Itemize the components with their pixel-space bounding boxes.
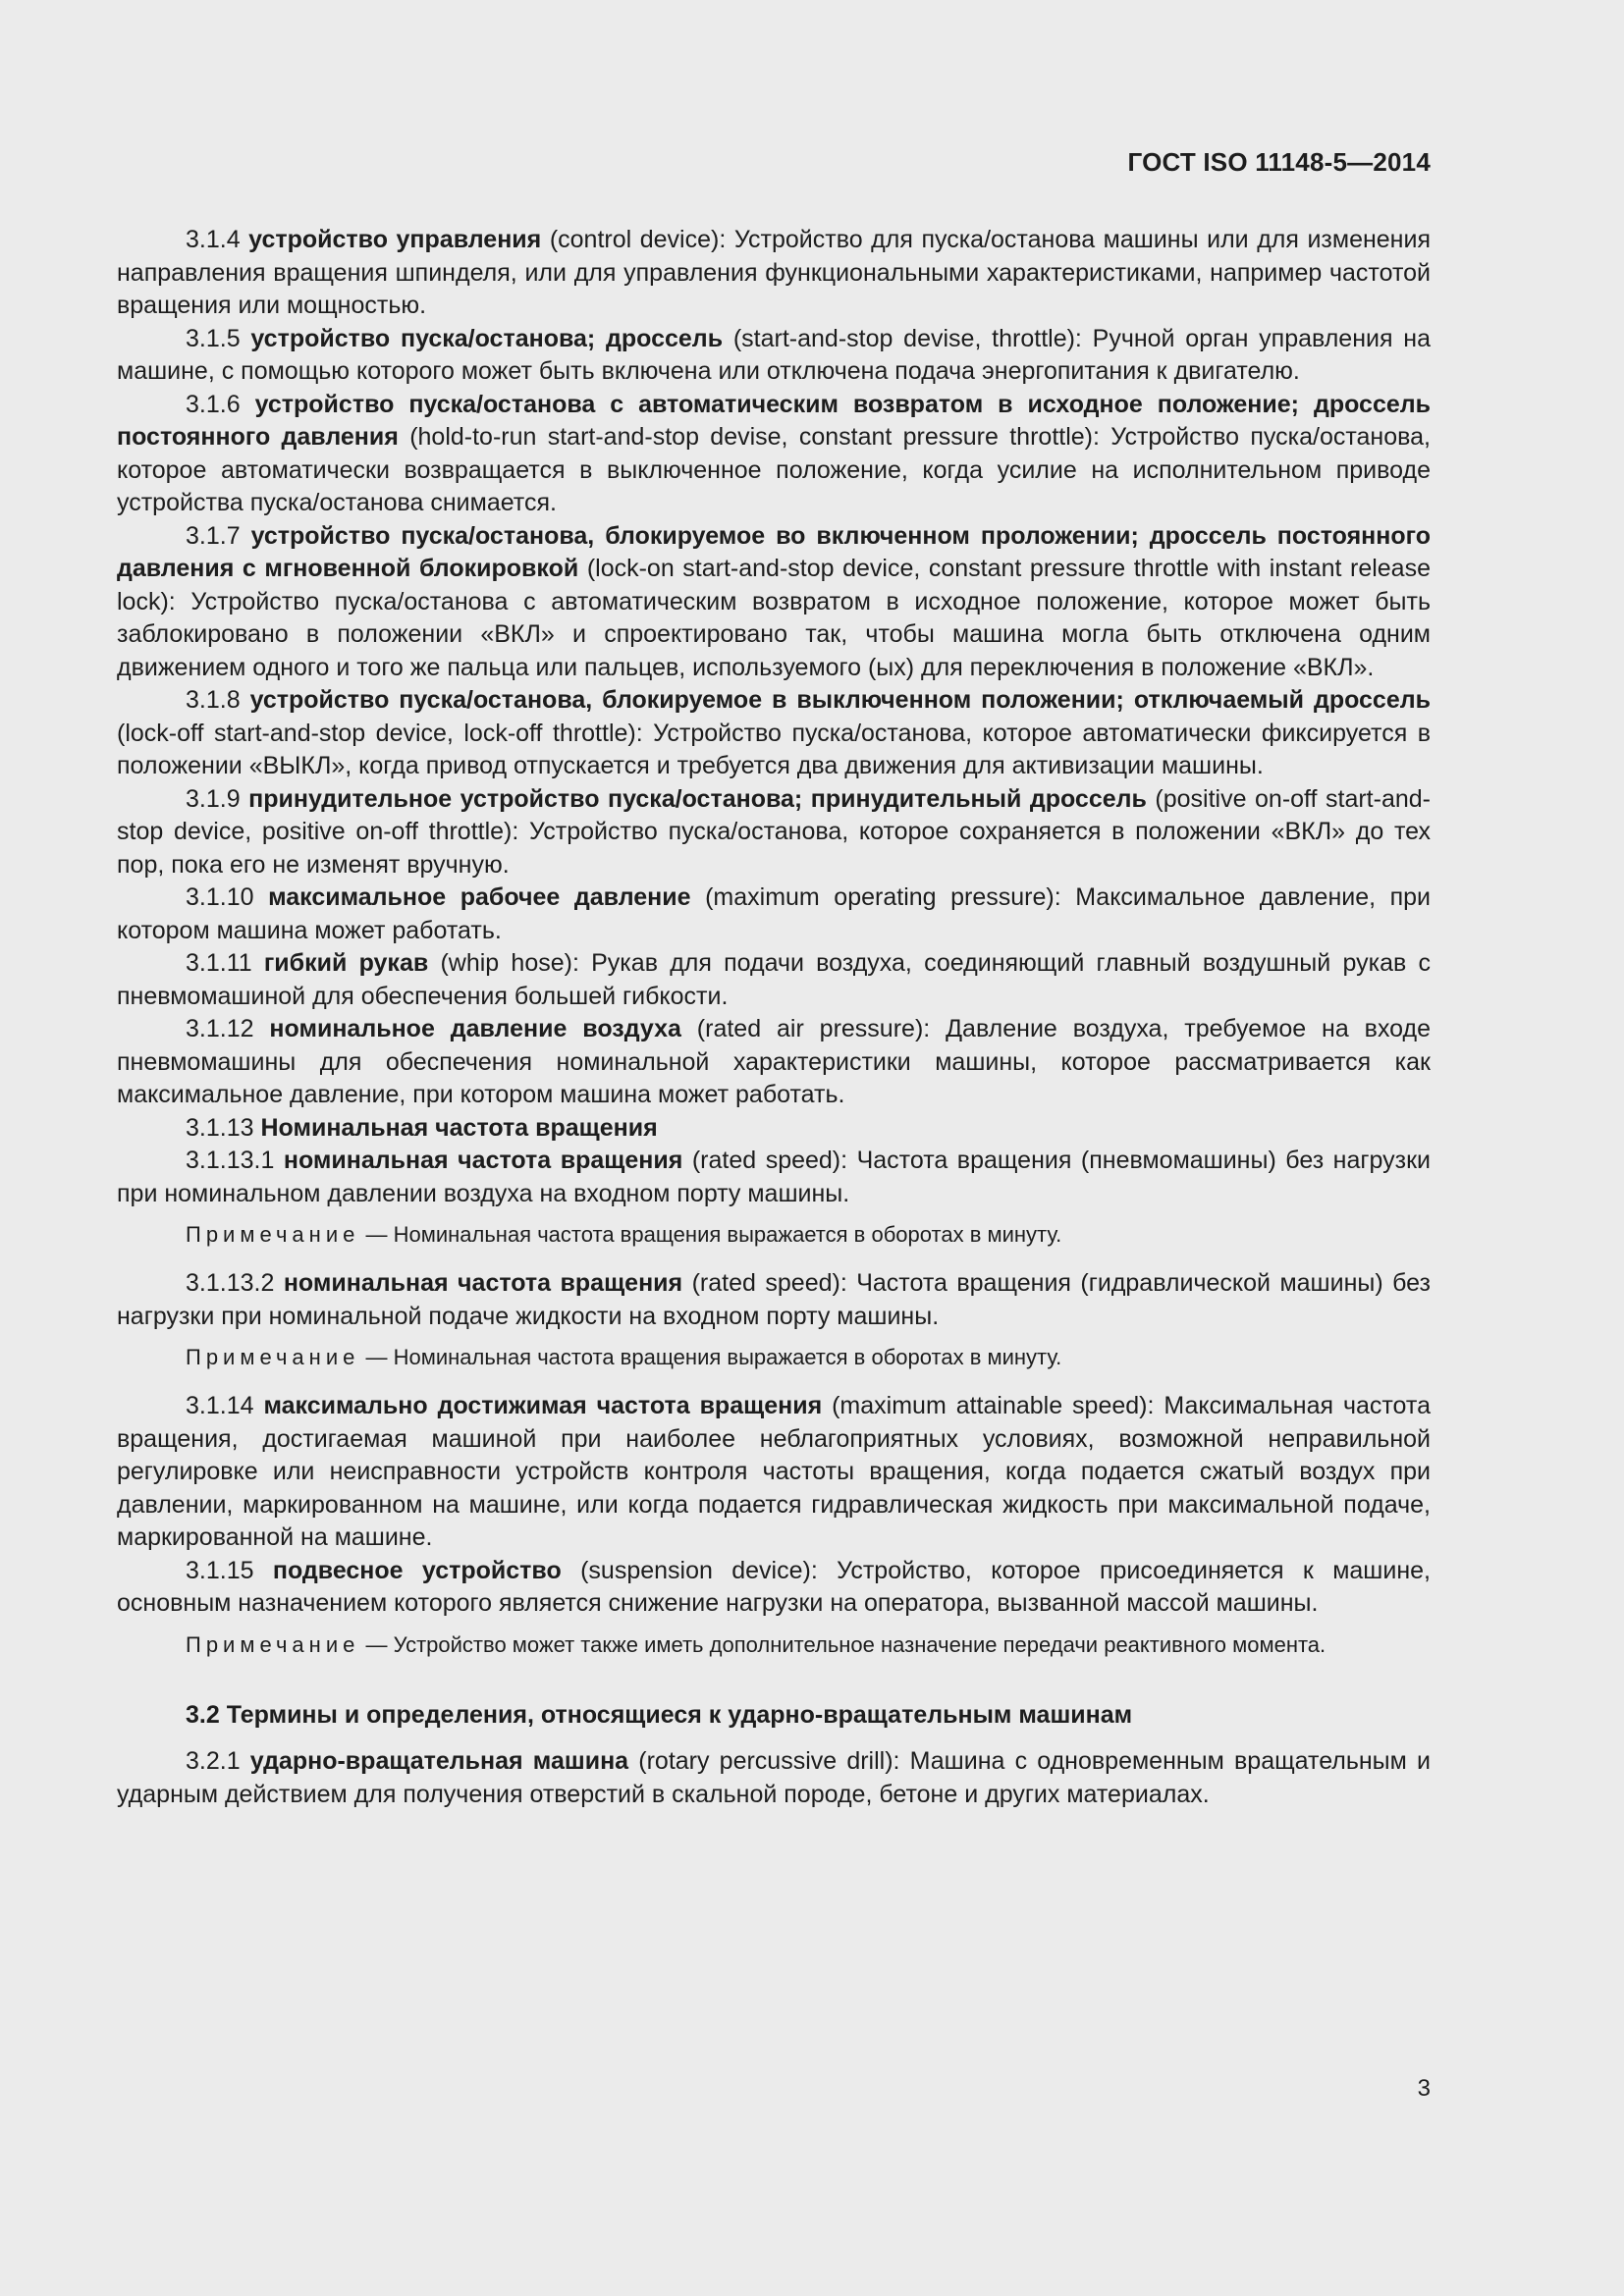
document-header: ГОСТ ISO 11148-5—2014 [1127,147,1431,177]
term-title: гибкий рукав [263,949,429,977]
term-title: устройство пуска/останова; дроссель [250,324,724,352]
document-body [117,224,1431,1811]
term-paragraph: 3.1.15 подвесное устройство (suspension device): Устройство, которое присоединяется к машине, основным назначением которого является снижение нагрузки на оператора, вызванной массой машины. [117,1556,1431,1617]
note: Примечание — Номинальная частота вращения выражается в оборотах в минуту. [186,1345,1062,1369]
term-paragraph: 3.1.13.2 номинальная частота вращения (rated speed): Частота вращения (гидравлической машины) без нагрузки при номинальной подаче жидкости на входном порту машины. [117,1269,1431,1330]
note: Примечание — Устройство может также иметь дополнительное назначение передачи реактивного момента. [186,1631,1326,1657]
term-paragraph: 3.2.1 ударно-вращательная машина (rotary percussive drill): Машина с одновременным вращательным и ударным действием для получения отверстий в скальной породе, бетоне и других материалах. [117,1747,1431,1808]
term-title: максимальное рабочее давление [268,883,691,911]
term-title: устройство пуска/останова с автоматическим возвратом в исходное положение; дроссель постоянного давления [117,390,1432,451]
term-paragraph: 3.1.6 устройство пуска/останова с автоматическим возвратом в исходное положение; дроссель постоянного давления (hold-to-run start-and-stop devise, constant pressure throttle): Устройство пуска/останова, которое автоматически возвращается в выключенное положение, когда усилие на исполнительном приводе устройства пуска/останова снимается. [117,390,1432,516]
term-title: устройство пуска/останова, блокируемое во включенном проложении; дроссель постоянного давления с мгновенной блокировкой [117,521,1432,582]
term-paragraph: 3.1.12 номинальное давление воздуха (rated air pressure): Давление воздуха, требуемое на входе пневмомашины для обеспечения номинальной характеристики машины, которое рассматривается как максимальное давление, при котором машина может работать. [117,1015,1432,1108]
term-title: Номинальная частота вращения [260,1113,658,1142]
note-label: Примечание [186,1631,360,1657]
term-title: номинальная частота вращения [283,1147,683,1174]
page-number: 3 [1417,2075,1431,2102]
term-paragraph: 3.1.9 принудительное устройство пуска/останова; принудительный дроссель (positive on-off start-and-stop device, positive on-off throttle): Устройство пуска/останова, которое сохраняется в положении «ВКЛ» до тех пор, пока его не изменят вручную. [117,784,1431,879]
term-paragraph: 3.1.10 максимальное рабочее давление (maximum operating pressure): Максимальное давление, при котором машина может работать. [117,883,1432,944]
term-paragraph: 3.1.14 максимально достижимая частота вращения (maximum attainable speed): Максимальная частота вращения, достигаемая машиной при наиболее неблагоприятных условиях, возможной неправильной регулировке или неисправности устройств контроля частоты вращения, когда подается сжатый воздух при давлении, маркированном на машине, или когда подается гидравлическая жидкость при максимальной подаче, маркированной на машине. [117,1392,1431,1551]
term-paragraph: 3.1.5 устройство пуска/останова; дроссель (start-and-stop devise, throttle): Ручной орган управления на машине, с помощью которого может быть включена или отключена подача энергопитания к двигателю. [117,324,1431,385]
term-paragraph: 3.1.13.1 номинальная частота вращения (rated speed): Частота вращения (пневмомашины) без нагрузки при номинальном давлении воздуха на входном порту машины. [117,1147,1431,1207]
term-title: устройство управления [248,226,542,253]
term-title: максимально достижимая частота вращения [263,1392,823,1419]
term-paragraph: 3.1.4 устройство управления (control device): Устройство для пуска/останова машины или для изменения направления вращения шпинделя, или для управления функциональными характеристиками, например частотой вращения или мощностью. [117,226,1431,319]
term-title: устройство пуска/останова, блокируемое в выключенном положении; отключаемый дроссель [249,686,1431,714]
term-paragraph: 3.1.7 устройство пуска/останова, блокируемое во включенном проложении; дроссель постоянного давления с мгновенной блокировкой (lock-on start-and-stop device, constant pressure throttle with instant release lock): Устройство пуска/останова с автоматическим возвратом в исходное положение, которое может быть заблокировано в положении «ВКЛ» и спроектировано так, чтобы машина могла быть отключена одним движением одного и того же пальца или пальцев, используемого (ых) для переключения в положение «ВКЛ». [117,521,1432,681]
term-paragraph: 3.1.13 Номинальная частота вращения [186,1113,658,1142]
term-title: ударно-вращательная машина [249,1747,629,1775]
term-paragraph: 3.1.11 гибкий рукав (whip hose): Рукав для подачи воздуха, соединяющий главный воздушный рукав с пневмомашиной для обеспечения большей гибкости. [117,949,1431,1010]
term-title: номинальное давление воздуха [269,1015,681,1042]
term-title: принудительное устройство пуска/останова; принудительный дроссель [248,784,1147,813]
term-paragraph: 3.1.8 устройство пуска/останова, блокируемое в выключенном положении; отключаемый дроссель (lock-off start-and-stop device, lock-off throttle): Устройство пуска/останова, которое автоматически фиксируется в положении «ВЫКЛ», когда привод отпускается и требуется два движения для активизации машины. [117,686,1431,779]
note-label: Примечание [186,1345,360,1369]
note: Примечание — Номинальная частота вращения выражается в оборотах в минуту. [186,1222,1062,1247]
term-title: номинальная частота вращения [283,1269,683,1297]
note-label: Примечание [186,1222,360,1247]
section-heading: 3.2 Термины и определения, относящиеся к ударно-вращательным машинам [186,1700,1133,1729]
term-title: подвесное устройство [272,1556,562,1584]
